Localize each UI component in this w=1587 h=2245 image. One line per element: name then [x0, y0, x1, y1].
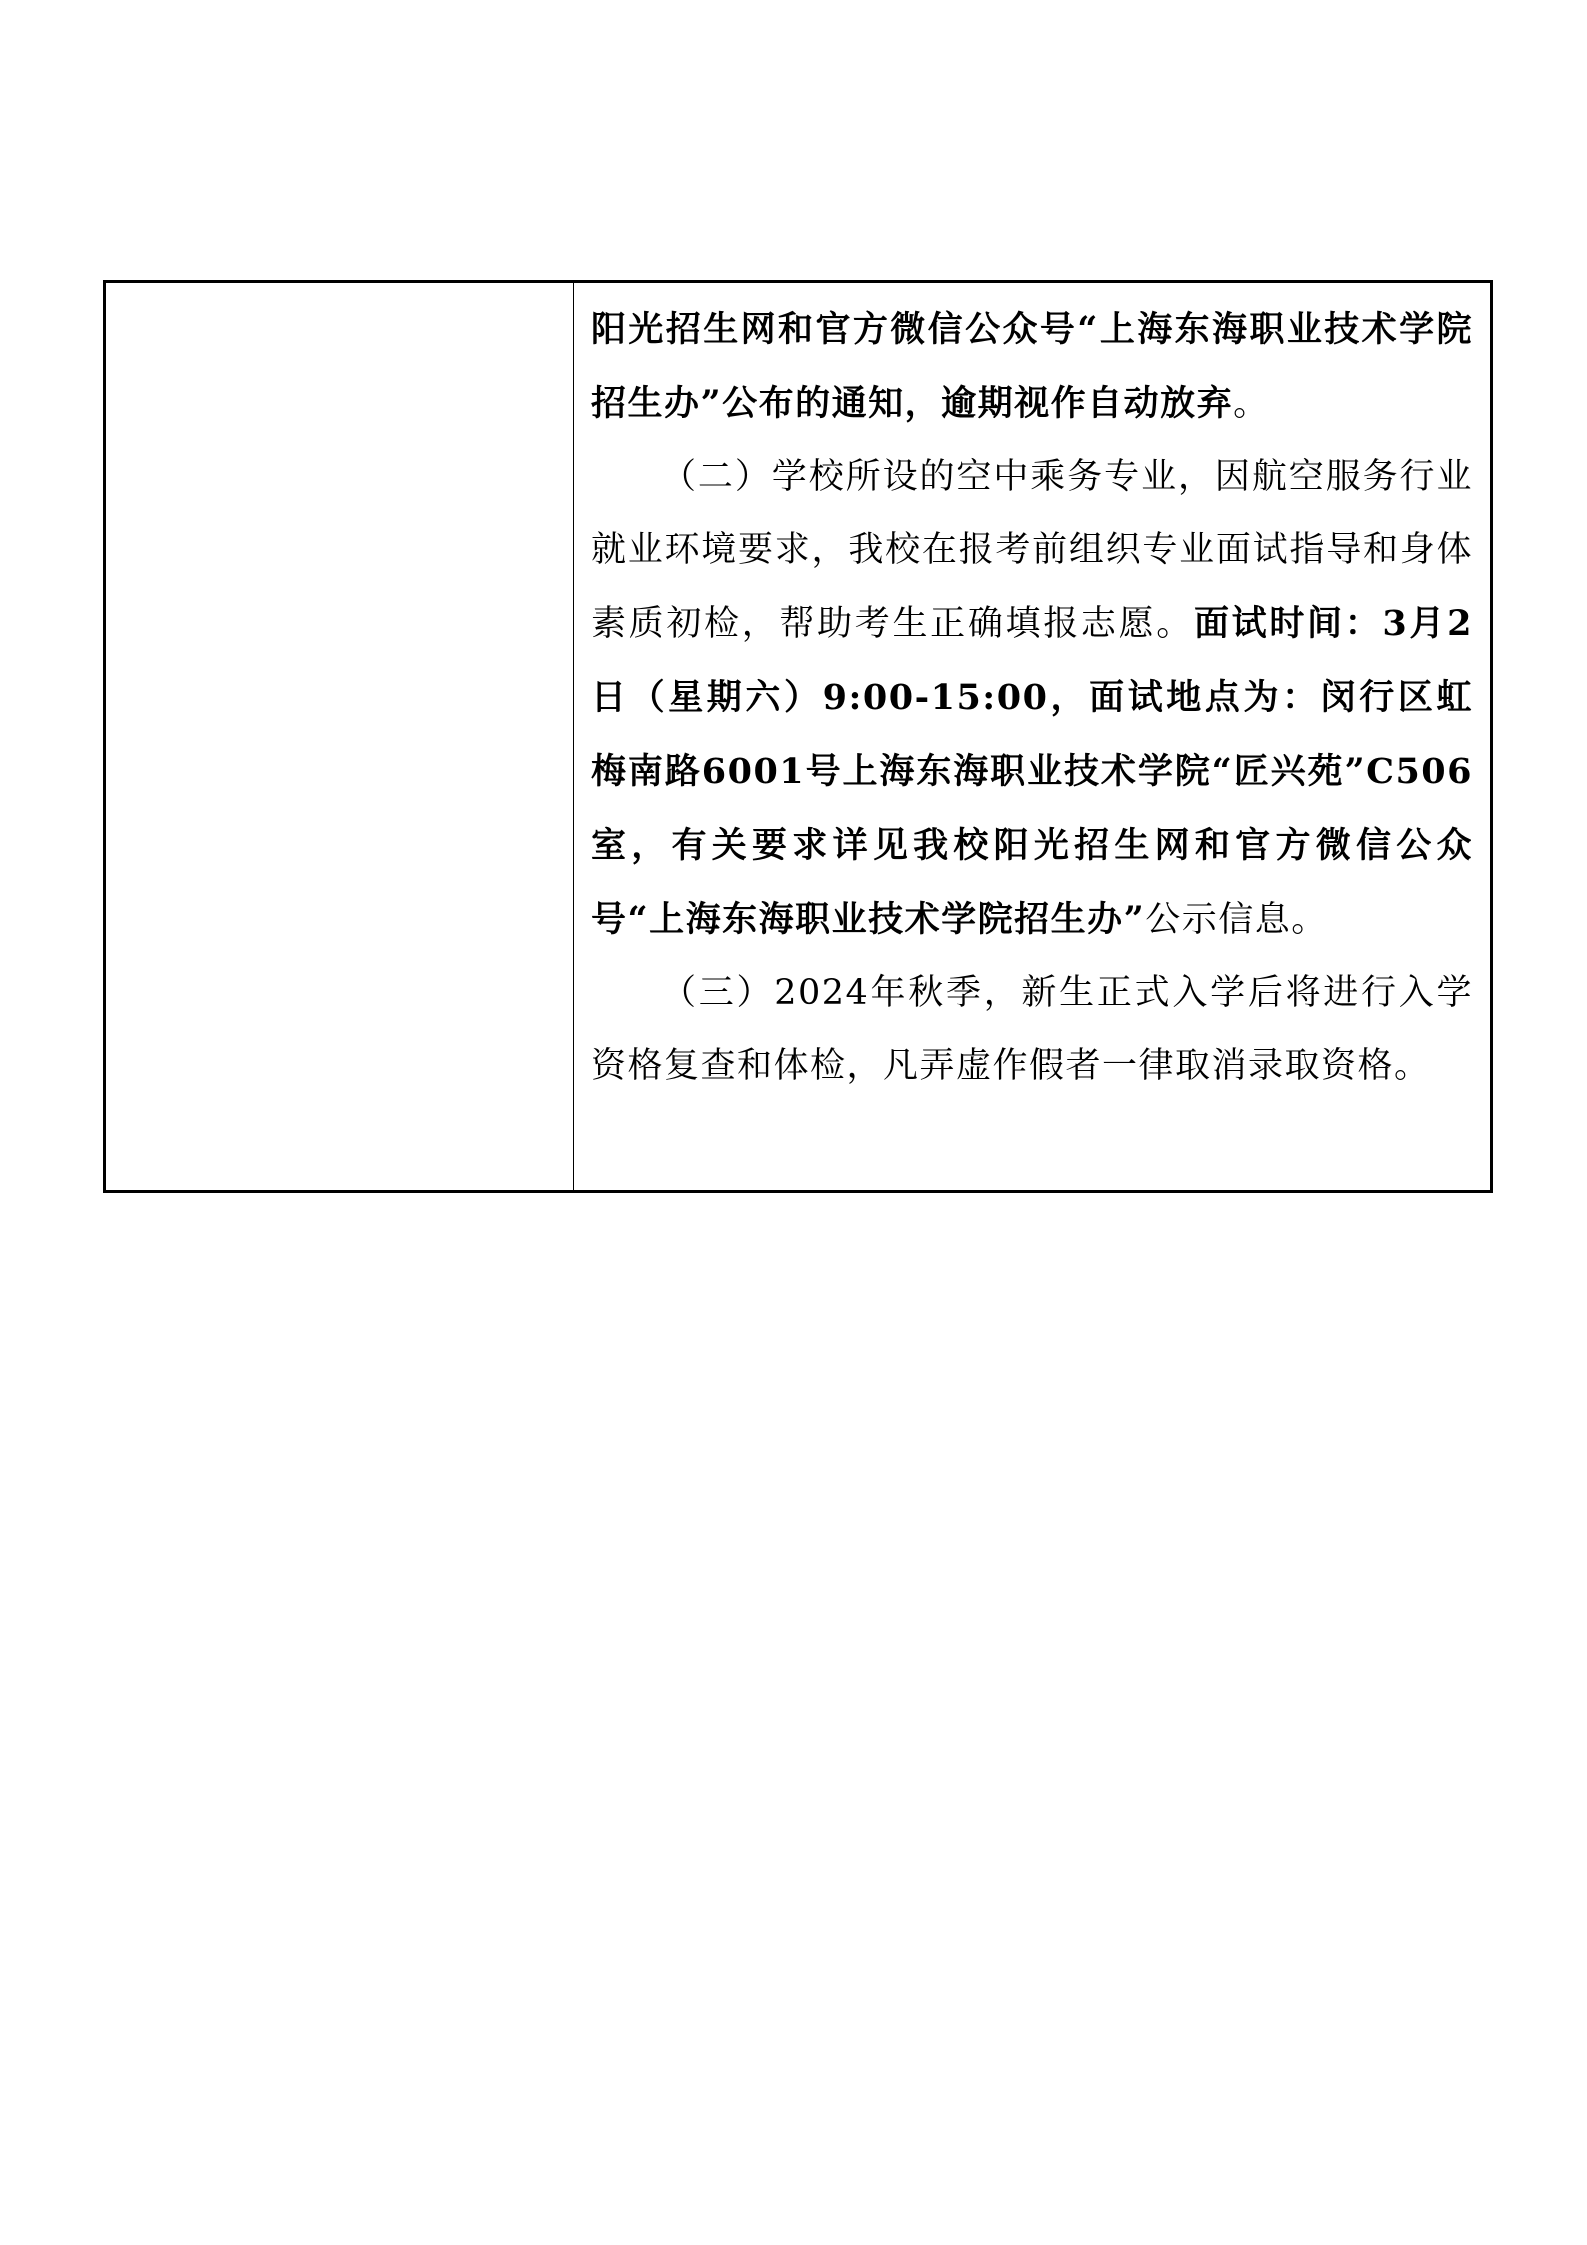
paragraph-1	[591, 293, 1473, 441]
table-left-cell	[106, 283, 574, 1190]
paragraph-2-end: 公示信息。	[1145, 900, 1328, 940]
paragraph-2-bold-text: 面试时间：3月2日（星期六）9:00-15:00，面试地点为：闵行区虹梅南路6001号上海东海职业技术学院“匠兴苑”C506室，有关要求详见我校阳光招生网和官方微信公众号“上海东海职业技术学院招生办”	[591, 603, 1473, 940]
notice-table	[103, 280, 1493, 1193]
table-right-cell	[574, 283, 1490, 1190]
paragraph-2-text: （二）学校所设的空中乘务专业，因航空服务行业就业环境要求，我校在报考前组织专业面试指导和身体素质初检，帮助考生正确填报志愿。	[591, 457, 1473, 644]
paragraph-3: （三）2024年秋季，新生正式入学后将进行入学资格复查和体检，凡弄虚作假者一律取消录取资格。	[591, 973, 1473, 1086]
paragraph-1-bold-text: 阳光招生网和官方微信公众号“上海东海职业技术学院招生办”公布的通知，逾期视作自动放弃	[591, 309, 1473, 424]
paragraph-1-end: 。	[1233, 384, 1270, 424]
paragraph-2	[591, 441, 1473, 957]
